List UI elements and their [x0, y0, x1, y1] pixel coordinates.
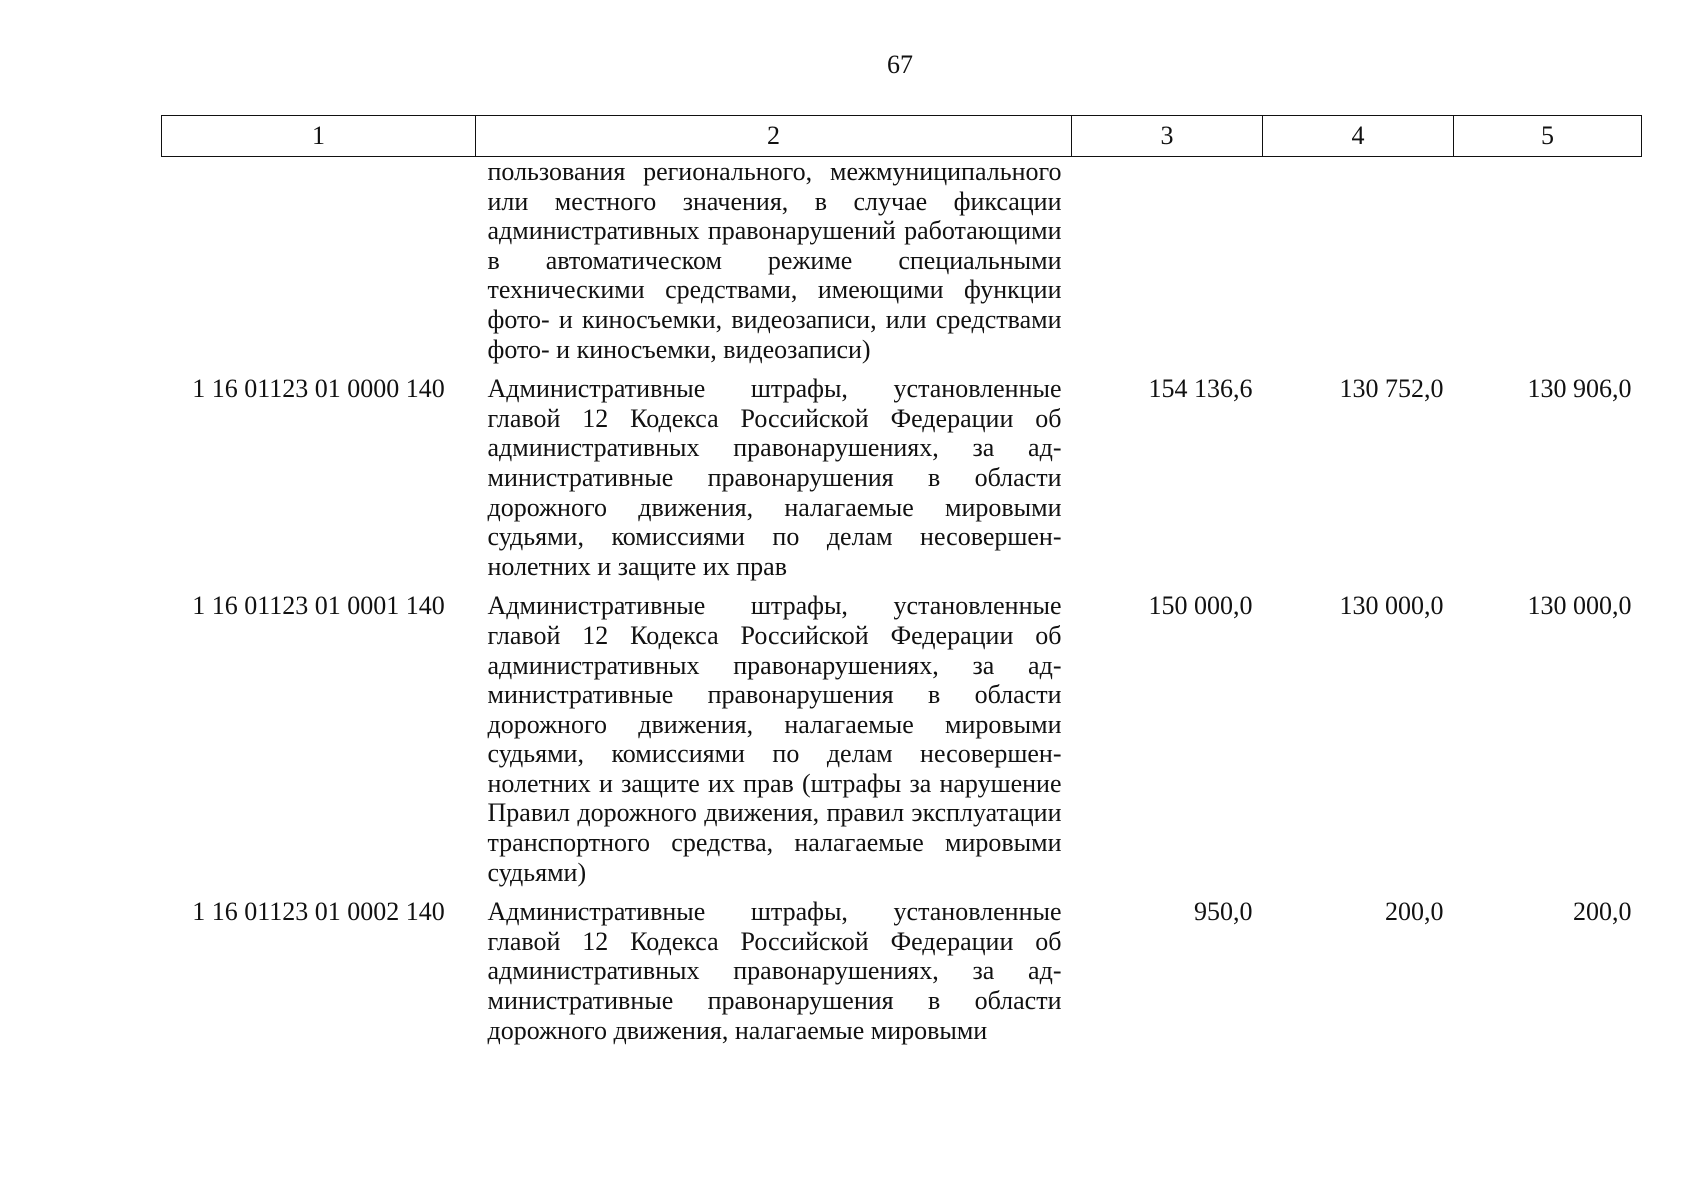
page-number: 67 — [887, 50, 913, 79]
row-value-col5: 200,0 — [1573, 897, 1632, 927]
row-code — [162, 157, 476, 365]
row-value-col3: 950,0 — [1194, 897, 1253, 927]
row-code: 1 16 01123 01 0001 140 — [192, 591, 445, 621]
table-row — [162, 157, 1642, 365]
row-value-col4: 130 752,0 — [1339, 374, 1444, 404]
revenue-table — [161, 115, 1642, 1045]
table-row — [162, 364, 1642, 581]
column-header-3: 3 — [1072, 116, 1263, 157]
column-header-4: 4 — [1263, 116, 1454, 157]
row-value-col4: 200,0 — [1385, 897, 1444, 927]
row-code: 1 16 01123 01 0002 140 — [192, 897, 445, 927]
row-name: пользования регионального, межмуниципального или местного значения, в случае фиксации административных правонарушений работающими в автоматическом режиме специальными техническими средствами, имеющими функции фото- и киносъемки, видеозаписи, или средствами фото- и киносъемки, видеозаписи) — [487, 157, 1062, 364]
row-name: Административные штрафы, установленные главой 12 Кодекса Российской Федерации об административных правонарушениях, за административные правонарушения в области дорожного движения, налагаемые мировыми судьями, комиссиями по делам несовершеннолетних и защите их прав (штрафы за нарушение Правил дорожного движения, правил эксплуатации транспортного средства, налагаемые мировыми судьями) — [487, 591, 1062, 887]
row-value-col3: 150 000,0 — [1148, 591, 1253, 621]
table-row — [162, 887, 1642, 1045]
row-name: Административные штрафы, установленные главой 12 Кодекса Российской Федерации об административных правонарушениях, за административные правонарушения в области дорожного движения, налагаемые мировыми — [487, 897, 1062, 1045]
row-value-col5: 130 000,0 — [1527, 591, 1632, 621]
row-value-col5 — [1454, 157, 1642, 365]
row-value-col3 — [1072, 157, 1263, 365]
row-value-col3: 154 136,6 — [1148, 374, 1253, 404]
column-header-2: 2 — [476, 116, 1072, 157]
row-value-col4 — [1263, 157, 1454, 365]
row-code: 1 16 01123 01 0000 140 — [192, 374, 445, 404]
row-value-col5: 130 906,0 — [1527, 374, 1632, 404]
row-value-col4: 130 000,0 — [1339, 591, 1444, 621]
table-row — [162, 581, 1642, 887]
column-header-5: 5 — [1454, 116, 1642, 157]
column-header-1: 1 — [162, 116, 476, 157]
row-name: Административные штрафы, установленные главой 12 Кодекса Российской Федерации об административных правонарушениях, за административные правонарушения в области дорожного движения, налагаемые мировыми судьями, комиссиями по делам несовершеннолетних и защите их прав — [487, 374, 1062, 581]
table-header-row — [162, 116, 1642, 157]
